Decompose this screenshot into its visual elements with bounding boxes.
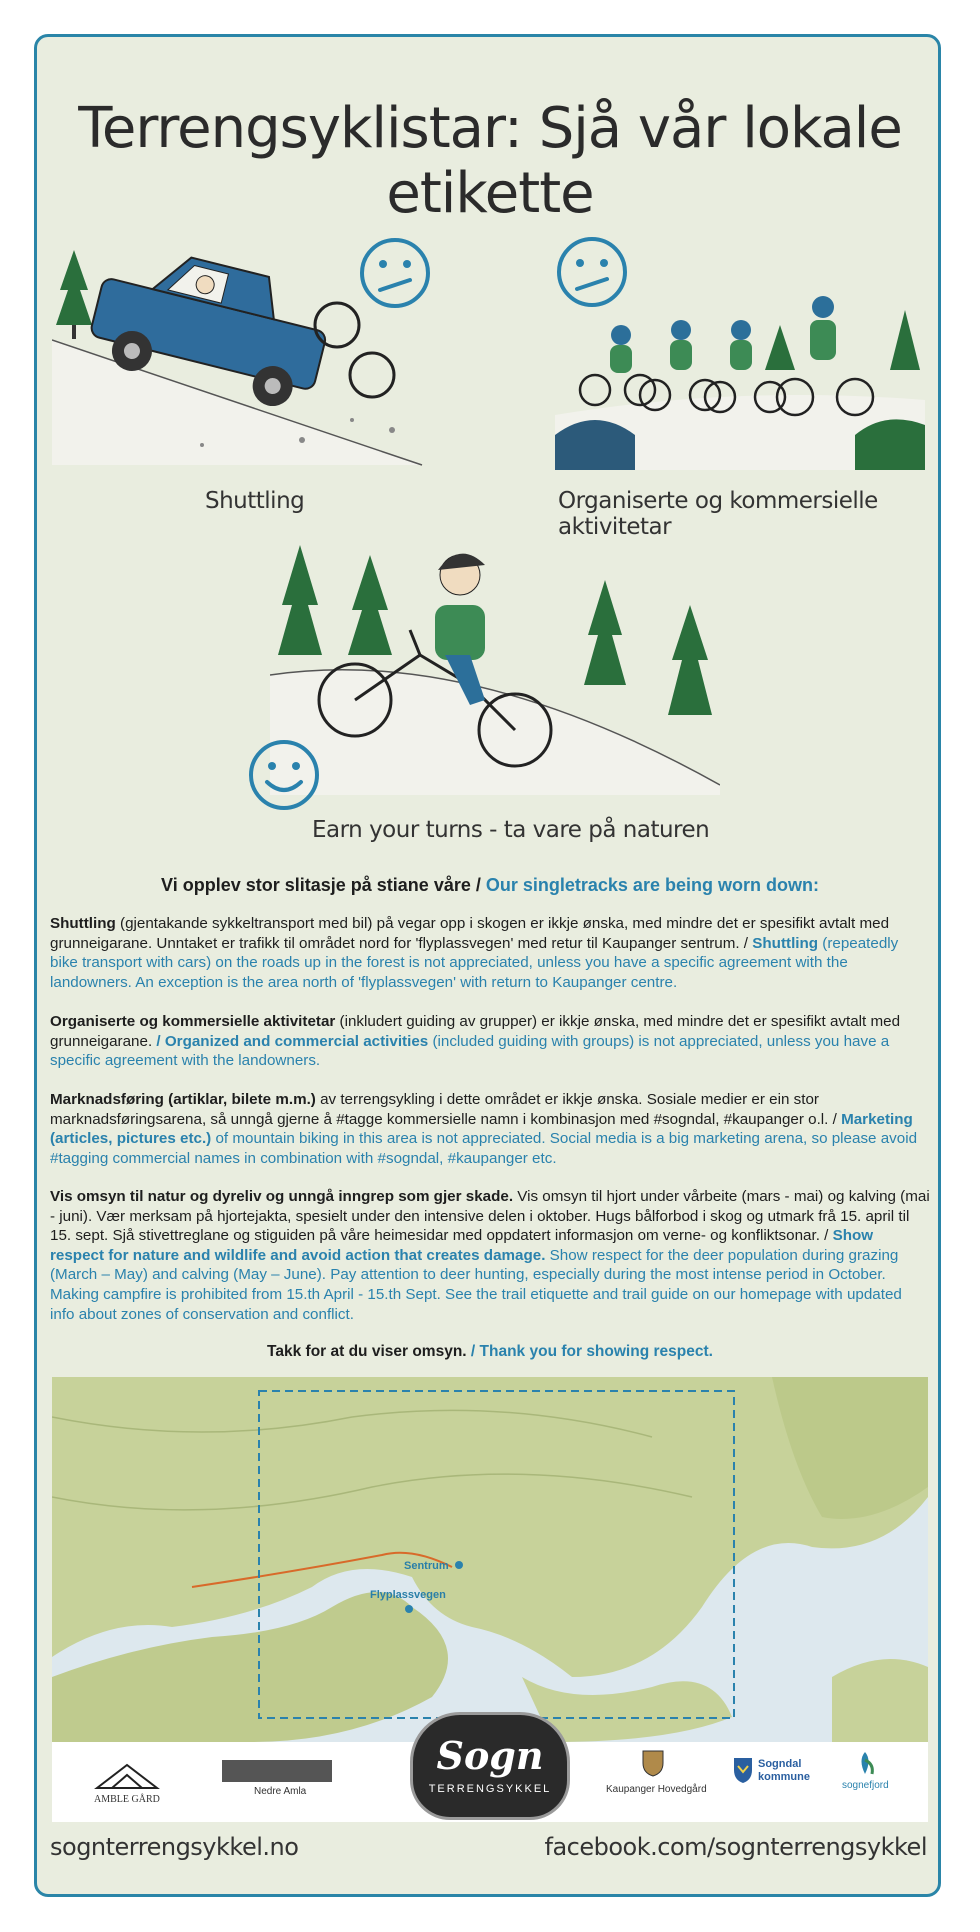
sad-face-icon [555, 235, 629, 309]
p4-en-bold: Show respect for nature and wildlife and avoid action that creates damage. [50, 1227, 874, 1264]
sognefjord-icon [852, 1750, 878, 1776]
p4-no-text: Vis omsyn til hjort under vårbeite (mars - mai) og kalving (mai - juni). Vær merksam på hjortejakta, spesielt under den intensive delen i oktober. Hugs bålforbod i skog og utmark frå 15. april til 15. sept. Sjå stivettreglane og stiguiden på våre heimesidar med oppdatert informasjon om verne- og konfliktsonar. / [50, 1188, 930, 1245]
thanks-no: Takk for at du viser omsyn. [267, 1343, 467, 1360]
paragraph-organised [50, 1012, 930, 1071]
heading-en: Our singletracks are being worn down: [485, 875, 819, 895]
logo-sogndal-label-1: Sogndal [758, 1758, 802, 1770]
p2-en-bold: / Organized and commercial activities [156, 1032, 429, 1050]
logo-sogn-label: Sogn [436, 1733, 544, 1778]
thanks-en: / Thank you for showing respect. [470, 1343, 713, 1360]
paragraph-shuttling [50, 914, 930, 992]
section-heading [0, 875, 980, 896]
map-label-flyplassvegen: Flyplassvegen [370, 1589, 446, 1601]
p4-en-text: Show respect for the deer population during grazing (March – May) and calving (May – June). Pay attention to deer hunting, especially during the most intense period in October. Making campfire is prohibited from 15.th April - 15.th Sept. See the trail etiquette and trail guide on our homepage with updated info about zones of conservation and conflict. [50, 1246, 902, 1323]
p1-no-text: (gjentakande sykkeltransport med bil) på vegar opp i skogen er ikkje ønska, med mindre det er spesifikt avtalt med grunneigarane. Unntaket er trafikk til området nord for 'flyplassvegen' med retur til Kaupanger sentrum. / [50, 915, 890, 952]
p1-en-text: (repeatedly bike transport with cars) on the roads up in the forest is not appreciated, unless you have a specific agreement with the landowners. An exception is the area north of 'flyplassvegen' with return to Kaupanger centre. [50, 934, 899, 991]
amble-gard-logo [92, 1760, 162, 1790]
p3-en-text: of mountain biking in this area is not appreciated. Social media is a big marketing arena, so please avoid #tagging commercial names in combination with #sogndal, #kaupanger etc. [50, 1130, 918, 1167]
sad-face-icon [358, 236, 432, 310]
group-riders-illustration [555, 285, 925, 470]
kaupanger-crest-icon [640, 1748, 666, 1778]
happy-face-icon [247, 738, 321, 812]
p1-no-bold: Shuttling [50, 915, 116, 932]
page-title: Terrengsyklistar: Sjå vår lokale etikette [78, 96, 902, 226]
nedre-amla-image [222, 1760, 332, 1782]
p3-no-bold: Marknadsføring (artiklar, bilete m.m.) [50, 1091, 316, 1108]
caption-earn-your-turns: Earn your turns - ta vare på naturen [312, 817, 710, 843]
map-label-sentrum: Sentrum [404, 1560, 449, 1572]
paragraph-marketing [50, 1090, 930, 1168]
sogndal-shield-icon [732, 1756, 754, 1784]
p2-no-text: (inkludert guiding av grupper) er ikkje ønska, med mindre det er spesifikt avtalt med grunneigarane. [50, 1013, 901, 1050]
heading-no: Vi opplev stor slitasje på stiane våre / [161, 875, 481, 895]
p4-no-bold: Vis omsyn til natur og dyreliv og unngå inngrep som gjer skade. [50, 1188, 514, 1205]
facebook-link[interactable]: facebook.com/sognterrengsykkel [544, 1833, 927, 1861]
area-map [52, 1377, 928, 1742]
caption-organised: Organiserte og kommersielle aktivitetar [558, 488, 878, 540]
p1-en-bold: Shuttling [752, 934, 819, 952]
p3-no-text: av terrengsykling i dette området er ikkje ønska. Sosiale medier er ein stor marknadsføringsarena, så unngå gjerne å #tagge kommersielle namn i kombinasjon med #sogndal, #kaupanger o.l. / [50, 1091, 837, 1128]
logo-sogndal-label-2: kommune [758, 1771, 810, 1783]
p2-no-bold: Organiserte og kommersielle aktivitetar [50, 1013, 336, 1030]
paragraph-nature [50, 1187, 930, 1324]
caption-shuttling: Shuttling [205, 488, 305, 514]
logo-sognefjord-label: sognefjord [842, 1780, 889, 1791]
logo-nedre-label: Nedre Amla [254, 1786, 307, 1797]
logo-amble-label: AMBLE GÅRD [94, 1794, 160, 1805]
happy-rider-illustration [270, 535, 720, 795]
sponsor-logos [52, 1733, 928, 1822]
p3-en-bold: Marketing (articles, pictures etc.) [50, 1110, 913, 1148]
logo-kaupanger-label: Kaupanger Hovedgård [606, 1784, 707, 1795]
p2-en-text: (included guiding with groups) is not appreciated, unless you have a specific agreement with the landowners. [50, 1032, 890, 1070]
sogn-terrengsykkel-logo [410, 1712, 570, 1820]
website-link[interactable]: sognterrengsykkel.no [50, 1833, 299, 1861]
thanks-line [0, 1343, 980, 1361]
logo-terrengsykkel-label: TERRENGSYKKEL [428, 1783, 552, 1795]
